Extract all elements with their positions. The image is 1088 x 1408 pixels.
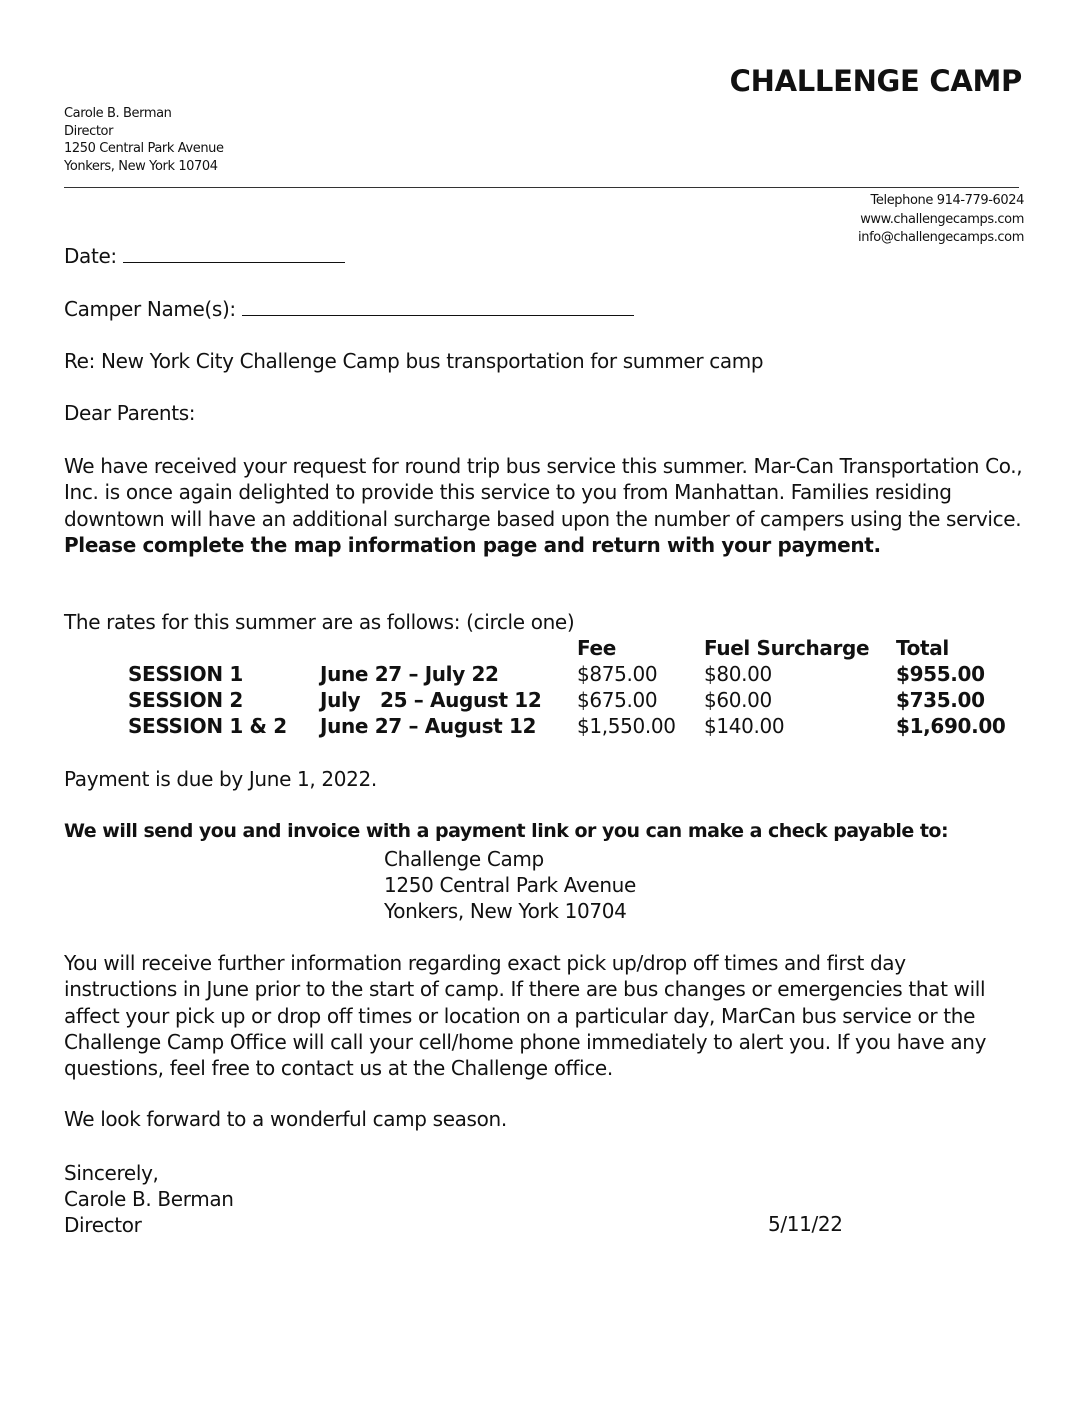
contact-website: www.challengecamps.com — [860, 211, 1024, 227]
payee-address-block — [384, 846, 636, 924]
fuel-surcharge-column-header: Fuel Surcharge — [704, 636, 870, 660]
sender-name: Carole B. Berman — [64, 106, 172, 121]
session-total: $1,690.00 — [896, 714, 1006, 738]
session-dates: July 25 – August 12 — [320, 688, 542, 712]
payment-instruction: We will send you and invoice with a payment link or you can make a check payable to: — [64, 820, 949, 842]
session-dates: June 27 – August 12 — [320, 714, 537, 738]
sender-street: 1250 Central Park Avenue — [64, 141, 224, 156]
session-fuel-surcharge: $140.00 — [704, 714, 785, 738]
signed-date: 5/11/22 — [768, 1212, 843, 1236]
signature-block — [64, 1160, 234, 1238]
contact-email: info@challengecamps.com — [858, 230, 1024, 245]
contact-telephone: Telephone 914-779-6024 — [870, 193, 1024, 208]
session-dates: June 27 – July 22 — [320, 662, 499, 686]
sender-title: Director — [64, 123, 114, 139]
session-fuel-surcharge: $60.00 — [704, 688, 772, 712]
closing-line: We look forward to a wonderful camp season. — [64, 1107, 507, 1131]
session-label: SESSION 2 — [128, 688, 243, 712]
rates-intro: The rates for this summer are as follows: (circle one) — [64, 610, 575, 634]
session-label: SESSION 1 — [128, 662, 243, 686]
signer-name: Carole B. Berman — [64, 1187, 234, 1211]
date-blank-line[interactable] — [123, 245, 345, 263]
session-fee: $1,550.00 — [577, 714, 676, 738]
session-fuel-surcharge: $80.00 — [704, 662, 772, 686]
camper-name-field-row — [64, 297, 634, 321]
date-field-row — [64, 244, 345, 268]
intro-text: We have received your request for round trip bus service this summer. Mar-Can Transportation Co., Inc. is once again delighted to provide this service to you from Manhattan. Families residing downtown will have an additional surcharge based upon the number of campers using the service. — [64, 454, 1023, 531]
camper-name-label: Camper Name(s): — [64, 297, 236, 321]
further-info-paragraph: You will receive further information regarding exact pick up/drop off times and first day instructions in June prior to the start of camp. If there are bus changes or emergencies that will affect your pick up or drop off times or location on a particular day, MarCan bus service or the Challenge Camp Office will call your cell/home phone immediately to alert you. If you have any questions, feel free to contact us at the Challenge office. — [64, 951, 987, 1081]
payment-due: Payment is due by June 1, 2022. — [64, 767, 377, 791]
intro-bold-instruction: Please complete the map information page and return with your payment. — [64, 532, 881, 557]
salutation: Dear Parents: — [64, 401, 196, 425]
fee-column-header: Fee — [577, 636, 616, 660]
sender-city: Yonkers, New York 10704 — [64, 158, 218, 174]
signoff: Sincerely, — [64, 1161, 159, 1185]
contact-block — [858, 192, 1024, 248]
re-line: Re: New York City Challenge Camp bus transportation for summer camp — [64, 349, 764, 373]
total-column-header: Total — [896, 636, 949, 660]
date-label: Date: — [64, 244, 117, 268]
session-total: $955.00 — [896, 662, 985, 686]
payee-city: Yonkers, New York 10704 — [384, 899, 627, 923]
sender-address-block — [64, 105, 224, 175]
session-fee: $875.00 — [577, 662, 658, 686]
session-fee: $675.00 — [577, 688, 658, 712]
header-divider — [64, 187, 1019, 188]
organization-name: CHALLENGE CAMP — [729, 64, 1022, 98]
payee-street: 1250 Central Park Avenue — [384, 873, 636, 897]
payee-name: Challenge Camp — [384, 847, 544, 871]
rates-table — [0, 636, 1088, 746]
session-total: $735.00 — [896, 688, 985, 712]
signer-title: Director — [64, 1213, 142, 1237]
session-label: SESSION 1 & 2 — [128, 714, 287, 738]
camper-name-blank-line[interactable] — [242, 298, 634, 316]
intro-paragraph — [64, 453, 1024, 558]
